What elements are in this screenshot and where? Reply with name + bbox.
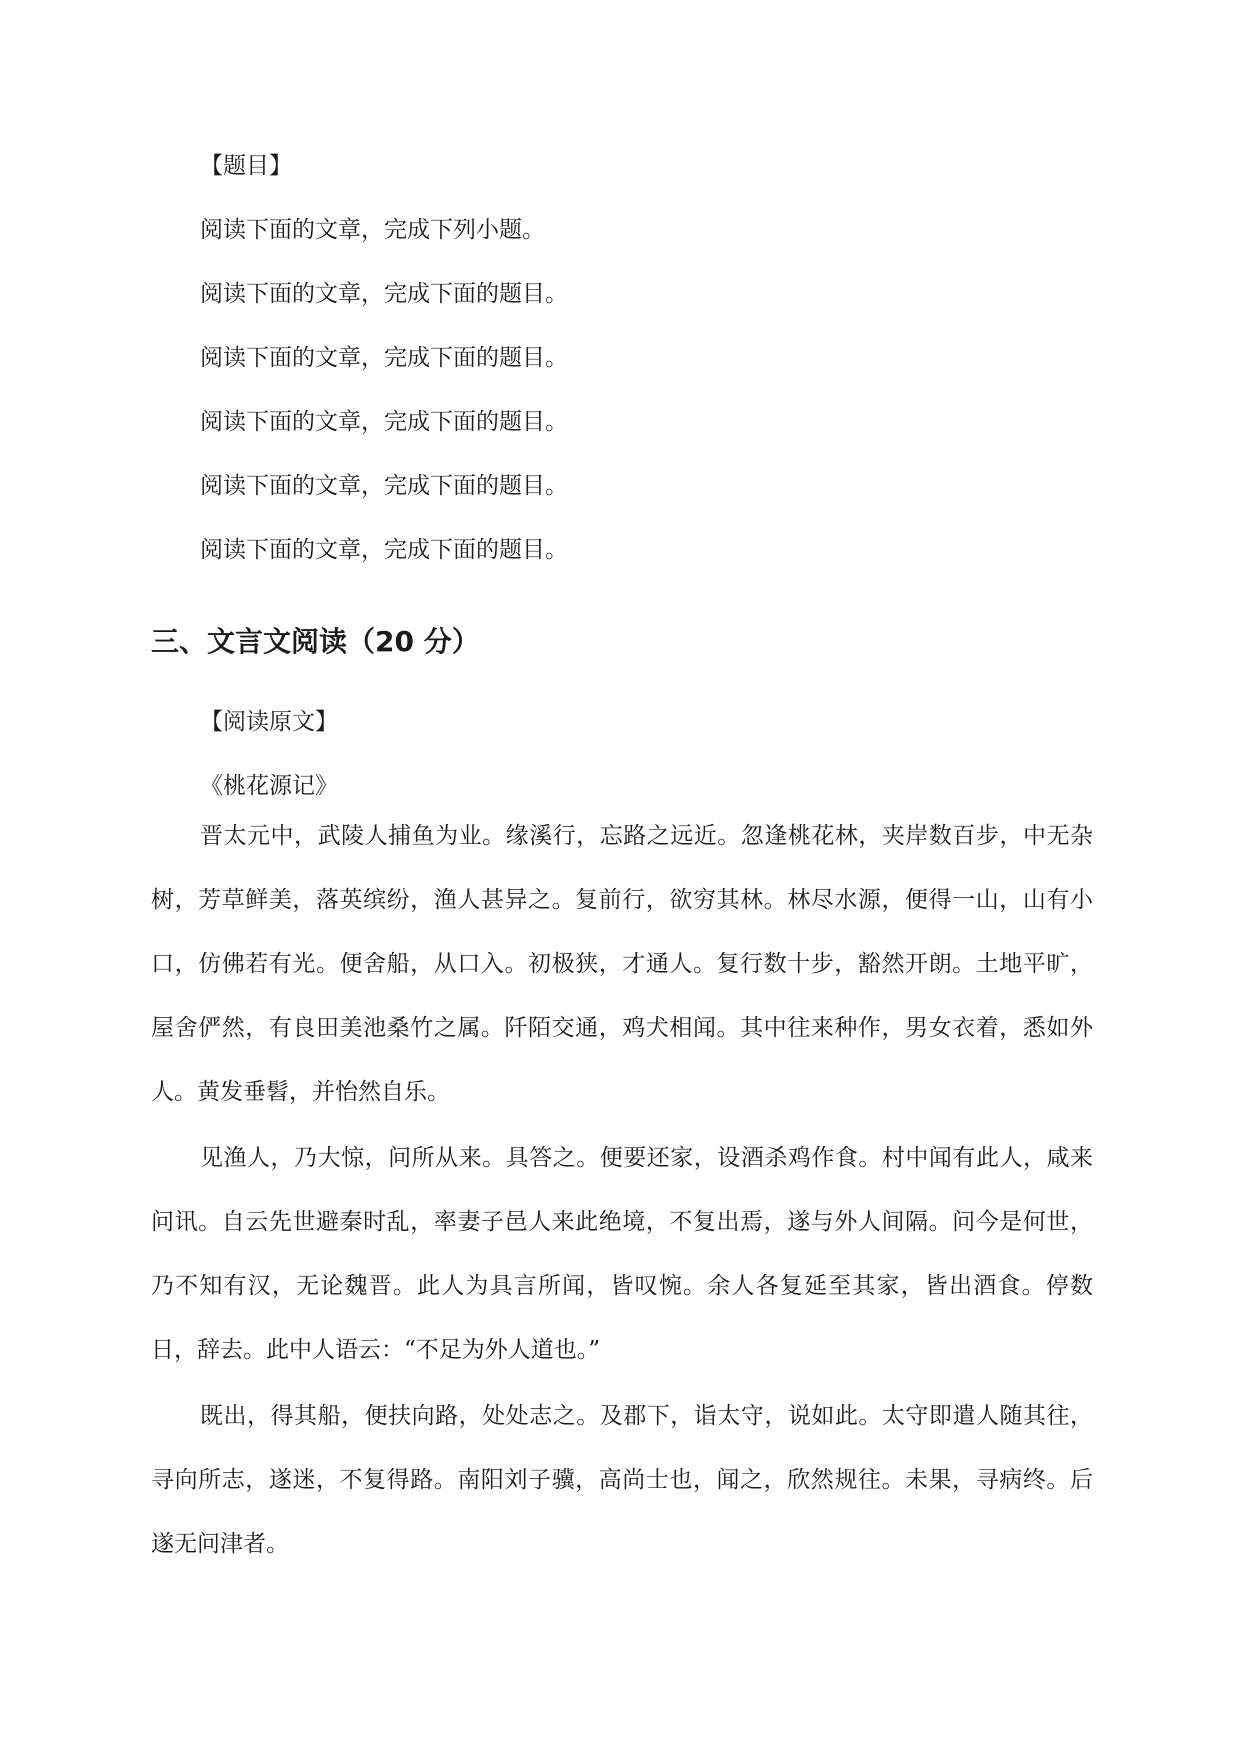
- paragraph-1: 晋太元中，武陵人捕鱼为业。缘溪行，忘路之远近。忽逢桃花林，夹岸数百步，中无杂树，芳草鲜美，落英缤纷，渔人甚异之。复前行，欲穷其林。林尽水源，便得一山，山有小口，仿佛若有光。便舍船，从口入。初极狭，才通人。复行数十步，豁然开朗。土地平旷，屋舍俨然，有良田美池桑竹之属。阡陌交通，鸡犬相闻。其中往来种作，男女衣着，悉如外人。黄发垂髫，并怡然自乐。: [151, 823, 1093, 1105]
- instruction-line-5: 阅读下面的文章，完成下面的题目。: [200, 473, 568, 499]
- paragraph-2: 见渔人，乃大惊，问所从来。具答之。便要还家，设酒杀鸡作食。村中闻有此人，咸来问讯。自云先世避秦时乱，率妻子邑人来此绝境，不复出焉，遂与外人间隔。问今是何世，乃不知有汉，无论魏晋。此人为具言所闻，皆叹惋。余人各复延至其家，皆出酒食。停数日，辞去。此中人语云：“不足为外人道也。”: [151, 1145, 1093, 1363]
- topic-label: 【题目】: [200, 153, 292, 179]
- instruction-line-6: 阅读下面的文章，完成下面的题目。: [200, 537, 568, 563]
- reading-label: 【阅读原文】: [200, 709, 338, 735]
- instruction-line-1: 阅读下面的文章，完成下列小题。: [200, 217, 545, 243]
- text-title: 《桃花源记》: [200, 773, 338, 799]
- instruction-line-3: 阅读下面的文章，完成下面的题目。: [200, 345, 568, 371]
- instruction-line-2: 阅读下面的文章，完成下面的题目。: [200, 281, 568, 307]
- section-heading: 三、文言文阅读（20 分）: [151, 625, 480, 658]
- instruction-line-4: 阅读下面的文章，完成下面的题目。: [200, 409, 568, 435]
- paragraph-3: 既出，得其船，便扶向路，处处志之。及郡下，诣太守，说如此。太守即遣人随其往，寻向所志，遂迷，不复得路。南阳刘子骥，高尚士也，闻之，欣然规往。未果，寻病终。后遂无问津者。: [151, 1403, 1093, 1557]
